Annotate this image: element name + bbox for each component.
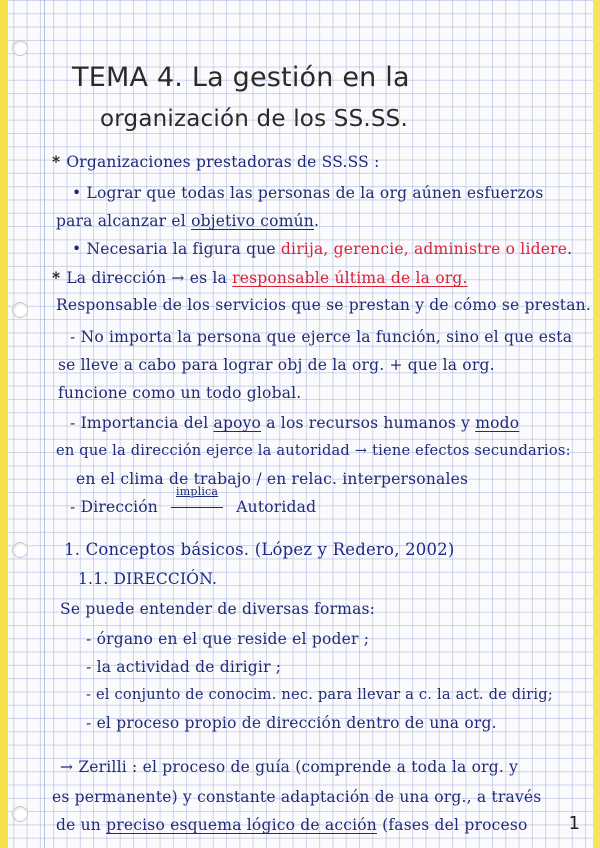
implies-arrow [163,485,231,516]
dash-2-line-1 [70,414,519,432]
margin-line [44,0,45,848]
intro-text: Se puede entender de diversas formas: [60,600,376,618]
underlined-text: objetivo común [191,212,314,230]
zerilli-line-1: → Zerilli : el proceso de guía (comprende a toda la org. y [60,758,519,776]
text: - Dirección [70,498,158,516]
text: para alcanzar el [56,212,186,230]
underlined-text: apoyo [213,414,262,432]
heading-text: Organizaciones prestadoras de SS.SS : [66,153,380,171]
star-bullet: * [52,152,61,171]
underlined-text: preciso esquema lógico de acción [106,816,377,834]
list-item: - órgano en el que reside el poder ; [86,630,370,648]
text: Autoridad [236,498,317,516]
dash-2-line-2: en que la dirección ejerce la autoridad → tiene efectos secundarios: [56,442,571,459]
dash-1-line-1: - No importa la persona que ejerce la función, sino el que esta [70,328,573,346]
text: La dirección → es la [66,269,227,287]
text: a los recursos humanos y [266,414,471,432]
section-b-line-2: Responsable de los servicios que se prestan y de cómo se prestan. [56,296,591,314]
highlighted-text: dirija, gerencie, administre o lidere [280,240,568,258]
section-b-heading [52,268,468,287]
section-1-heading: 1. Conceptos básicos. (López y Redero, 2002) [64,540,455,559]
title-line-1: TEMA 4. La gestión en la [72,62,410,93]
text: - Importancia del [70,414,209,432]
text: • Necesaria la figura que [72,240,276,258]
text: . [567,240,573,258]
list-item: - el conjunto de conocim. nec. para llevar a c. la act. de dirig; [86,686,553,703]
highlighted-text: responsable última de la org. [232,269,468,287]
list-item: - la actividad de dirigir ; [86,658,282,676]
zerilli-line-2: es permanente) y constante adaptación de una org., a través [52,788,542,806]
dash-2-line-3: en el clima de trabajo / en relac. interpersonales [76,470,469,488]
punch-hole [12,806,28,822]
text: de un [56,816,101,834]
text: . [313,212,320,230]
dash-3 [70,485,317,516]
bullet-1-line-2 [56,212,319,230]
bullet-2 [72,240,572,258]
star-bullet: * [52,268,61,287]
arrow-icon [171,507,223,508]
dash-1-line-3: funcione como un todo global. [58,384,302,402]
bullet-1-line-1: • Lograr que todas las personas de la org aúnen esfuerzos [72,184,544,202]
section-a-heading [52,152,380,171]
yellow-edge-left [0,0,8,848]
punch-hole [12,40,28,56]
underlined-text: modo [475,414,520,432]
punch-hole [12,302,28,318]
yellow-edge-right [593,0,600,848]
subsection-heading: 1.1. DIRECCIÓN. [78,570,218,588]
dash-1-line-2: se lleve a cabo para lograr obj de la org. + que la org. [58,356,495,374]
list-item: - el proceso propio de dirección dentro de una org. [86,714,497,732]
page-number: 1 [568,813,580,834]
zerilli-line-3 [56,816,528,834]
arrow-label: implica [176,485,219,498]
title-line-2: organización de los SS.SS. [100,106,408,132]
text: (fases del proceso [382,816,528,834]
punch-hole [12,542,28,558]
